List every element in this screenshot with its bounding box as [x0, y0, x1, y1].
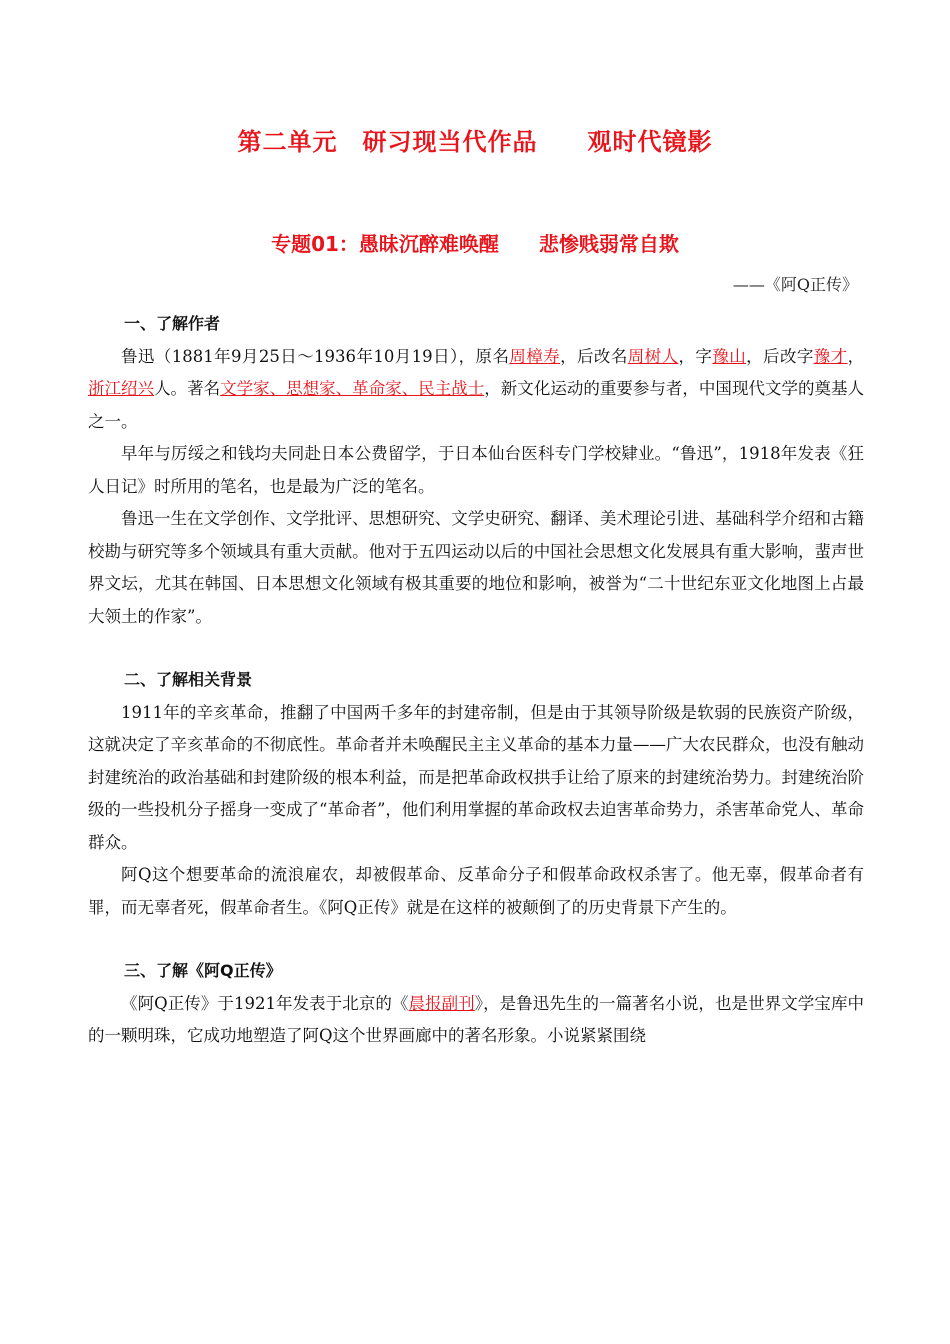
section1-paragraph-1	[88, 341, 864, 439]
text-run: 《阿Q正传》于1921年发表于北京的《	[121, 993, 409, 1013]
subtitle: ——《阿Q正传》	[732, 275, 858, 294]
link-later-name[interactable]: 周树人	[627, 346, 679, 366]
link-courtesy-name[interactable]: 豫山	[712, 346, 747, 366]
section3-paragraph-1	[88, 988, 864, 1053]
text-run: ，字	[678, 346, 713, 366]
topic-title: 专题01：愚昧沉醉难唤醒 悲惨贱弱常自欺	[271, 232, 679, 256]
link-hometown[interactable]: 浙江绍兴	[88, 379, 155, 398]
link-titles[interactable]: 文学家、思想家、革命家、民主战士	[220, 379, 485, 398]
text-run: 》，是鲁迅先生的一篇著名小说，也是世界文学宝库中的一颗明珠，它成功地塑造了阿Q这个世界画廊中的著名形象。小说紧紧围绕	[88, 993, 865, 1045]
text-run: ，	[847, 346, 865, 366]
section1-paragraph-2: 早年与厉绥之和钱均夫同赴日本公费留学，于日本仙台医科专门学校肄业。“鲁迅”，1918年发表《狂人日记》时所用的笔名，也是最为广泛的笔名。	[88, 444, 864, 496]
link-courtesy-name-2[interactable]: 豫才	[813, 346, 848, 366]
section-spacer	[88, 924, 864, 955]
link-birth-name[interactable]: 周樟寿	[509, 346, 561, 366]
section2-paragraph-2: 阿Q这个想要革命的流浪雇农，却被假革命、反革命分子和假革命政权杀害了。他无辜，假革命者有罪，而无辜者死，假革命者生。《阿Q正传》就是在这样的被颠倒了的历史背景下产生的。	[88, 865, 864, 917]
section1-paragraph-3: 鲁迅一生在文学创作、文学批评、思想研究、文学史研究、翻译、美术理论引进、基础科学介绍和古籍校勘与研究等多个领域具有重大贡献。他对于五四运动以后的中国社会思想文化发展具有重大影响，蜚声世界文坛，尤其在韩国、日本思想文化领域有极其重要的地位和影响，被誉为“二十世纪东亚文化地图上占最大领土的作家”。	[88, 509, 864, 626]
unit-title: 第二单元 研习现当代作品 观时代镜影	[237, 128, 713, 156]
text-run: ，后改字	[746, 346, 814, 366]
section3-heading: 三、了解《阿Q正传》	[124, 961, 282, 980]
text-run: 人。著名	[154, 379, 221, 398]
link-newspaper[interactable]: 晨报副刊	[408, 993, 475, 1013]
text-run: ，新文化运动的重要参与者，中国现代文学的奠基人之一。	[88, 379, 865, 431]
text-run: ，后改名	[560, 346, 628, 366]
section1-heading: 一、了解作者	[124, 314, 221, 333]
section2-heading: 二、了解相关背景	[124, 670, 253, 689]
section-spacer	[88, 633, 864, 664]
section2-paragraph-1: 1911年的辛亥革命，推翻了中国两千多年的封建帝制，但是由于其领导阶级是软弱的民族资产阶级，这就决定了辛亥革命的不彻底性。革命者并未唤醒民主主义革命的基本力量——广大农民群众，也没有触动封建统治的政治基础和封建阶级的根本利益，而是把革命政权拱手让给了原来的封建统治势力。封建统治阶级的一些投机分子摇身一变成了“革命者”，他们利用掌握的革命政权去迫害革命势力，杀害革命党人、革命群众。	[88, 702, 864, 852]
document-body	[88, 308, 864, 1053]
text-run: 鲁迅（1881年9月25日～1936年10月19日），原名	[121, 346, 510, 366]
